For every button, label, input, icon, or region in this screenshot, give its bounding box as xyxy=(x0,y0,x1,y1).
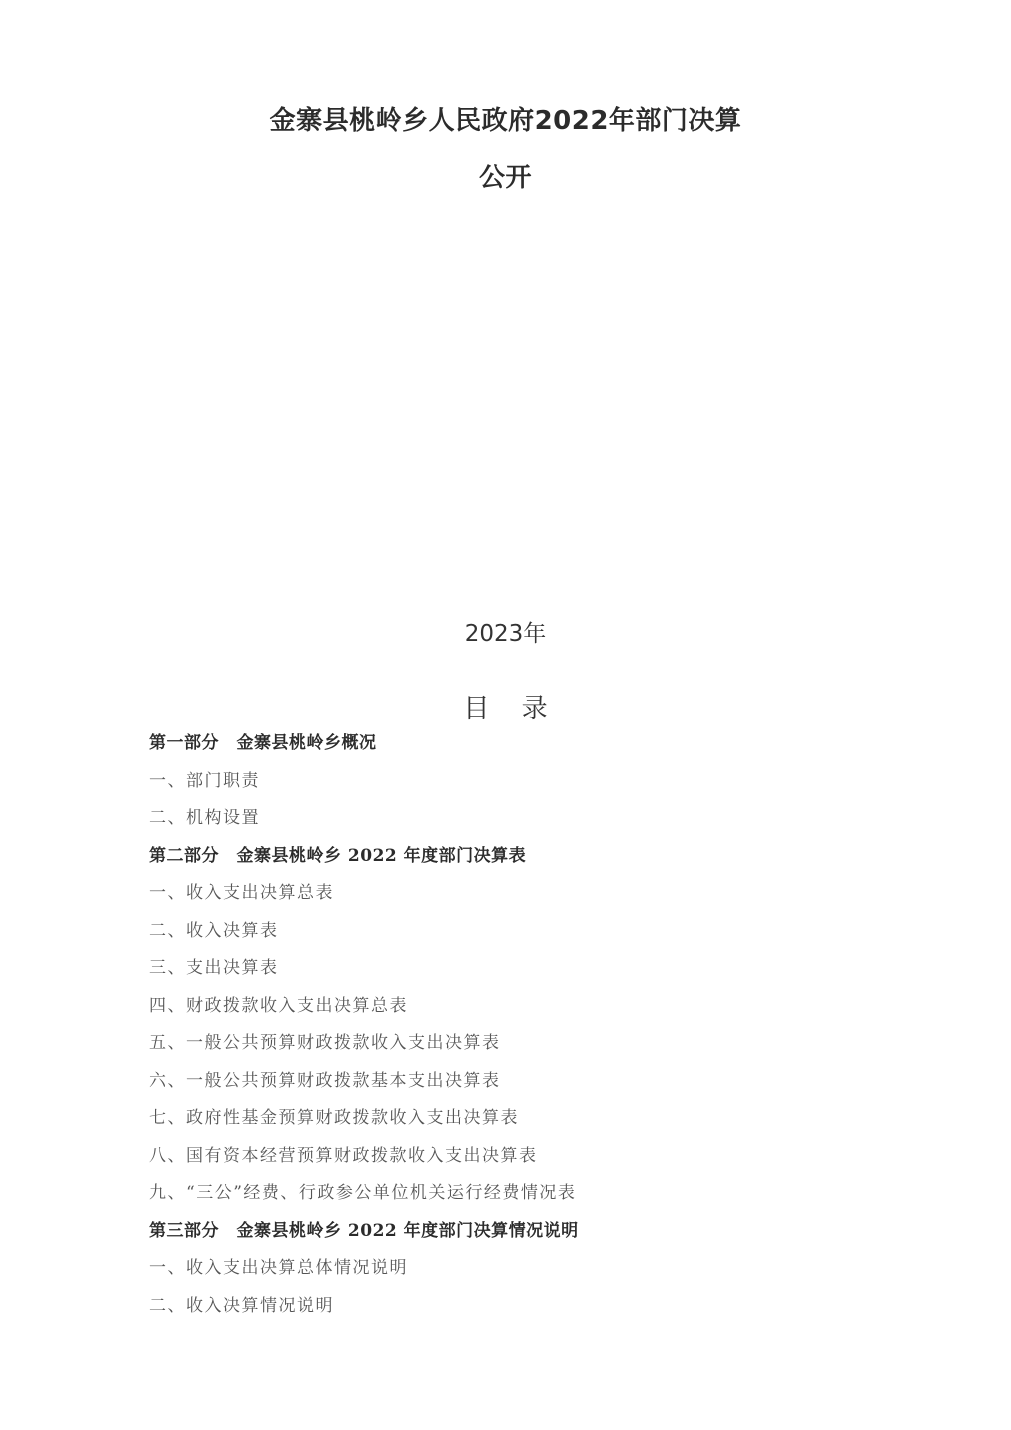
toc-item: 五、一般公共预算财政拨款收入支出决算表 xyxy=(149,1033,501,1053)
table-of-contents xyxy=(149,728,909,1328)
toc-heading: 目 录 xyxy=(463,694,560,724)
toc-item: 七、政府性基金预算财政拨款收入支出决算表 xyxy=(149,1108,519,1128)
document-year: 2023年 xyxy=(464,621,547,647)
document-title-continued: 公开 xyxy=(478,163,532,193)
document-title: 金寨县桃岭乡人民政府2022年部门决算 xyxy=(269,106,742,136)
toc-part-3: 第三部分 金寨县桃岭乡 2022 年度部门决算情况说明 xyxy=(149,1220,579,1241)
toc-item: 一、部门职责 xyxy=(149,770,260,791)
toc-part-2: 第二部分 金寨县桃岭乡 2022 年度部门决算表 xyxy=(149,845,527,866)
toc-item: 二、机构设置 xyxy=(149,808,260,828)
toc-item: 八、国有资本经营预算财政拨款收入支出决算表 xyxy=(149,1145,538,1166)
toc-item: 二、收入决算表 xyxy=(149,920,279,941)
toc-item: 一、收入支出决算总表 xyxy=(149,883,334,903)
toc-item: 四、财政拨款收入支出决算总表 xyxy=(149,995,408,1016)
toc-item: 九、“三公”经费、行政参公单位机关运行经费情况表 xyxy=(149,1183,577,1203)
toc-item: 三、支出决算表 xyxy=(149,958,279,978)
toc-item: 一、收入支出决算总体情况说明 xyxy=(149,1258,408,1278)
toc-part-1: 第一部分 金寨县桃岭乡概况 xyxy=(149,733,377,753)
toc-item: 六、一般公共预算财政拨款基本支出决算表 xyxy=(149,1070,501,1091)
toc-item: 二、收入决算情况说明 xyxy=(149,1295,334,1316)
